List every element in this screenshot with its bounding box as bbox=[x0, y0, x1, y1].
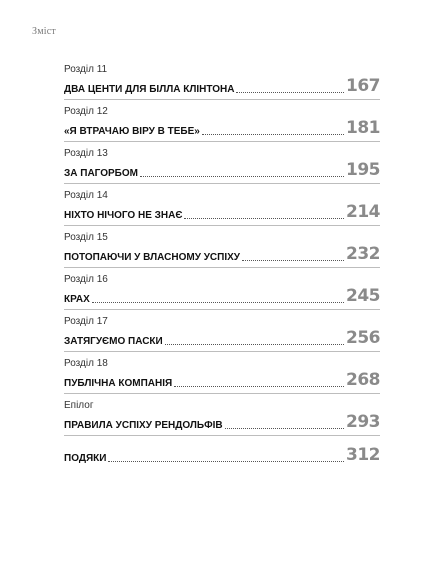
toc-entry-acknowledgements[interactable] bbox=[64, 435, 380, 470]
toc-entry-chapter-14[interactable] bbox=[64, 183, 380, 225]
toc-entry-chapter-12[interactable] bbox=[64, 99, 380, 141]
toc-line bbox=[64, 330, 380, 347]
page-number: 167 bbox=[346, 76, 380, 96]
chapter-title: ПОДЯКИ bbox=[64, 453, 107, 464]
dot-leader bbox=[184, 218, 344, 219]
toc-entry-chapter-11[interactable] bbox=[64, 58, 380, 99]
chapter-title: КРАХ bbox=[64, 294, 90, 305]
dot-leader bbox=[225, 428, 344, 429]
page-number: 232 bbox=[346, 244, 380, 264]
chapter-title: ЗА ПАГОРБОМ bbox=[64, 168, 138, 179]
toc-entry-chapter-16[interactable] bbox=[64, 267, 380, 309]
chapter-label: Розділ 16 bbox=[64, 274, 108, 285]
page-number: 214 bbox=[346, 202, 380, 222]
page-number: 293 bbox=[346, 412, 380, 432]
chapter-title: ДВА ЦЕНТИ ДЛЯ БІЛЛА КЛІНТОНА bbox=[64, 84, 235, 95]
toc-entry-chapter-13[interactable] bbox=[64, 141, 380, 183]
toc-entry-chapter-15[interactable] bbox=[64, 225, 380, 267]
chapter-label: Розділ 15 bbox=[64, 232, 108, 243]
chapter-label: Розділ 17 bbox=[64, 316, 108, 327]
dot-leader bbox=[202, 134, 344, 135]
chapter-label: Епілог bbox=[64, 400, 94, 411]
toc-line bbox=[64, 204, 380, 221]
toc-entry-epilogue[interactable] bbox=[64, 393, 380, 435]
page-number: 181 bbox=[346, 118, 380, 138]
toc-line bbox=[64, 288, 380, 305]
page-number: 268 bbox=[346, 370, 380, 390]
chapter-label: Розділ 14 bbox=[64, 190, 108, 201]
running-head: Зміст bbox=[32, 26, 56, 37]
dot-leader bbox=[165, 344, 344, 345]
toc-line bbox=[64, 246, 380, 263]
chapter-title: НІХТО НІЧОГО НЕ ЗНАЄ bbox=[64, 210, 183, 221]
dot-leader bbox=[242, 260, 344, 261]
page-number: 245 bbox=[346, 286, 380, 306]
dot-leader bbox=[92, 302, 344, 303]
table-of-contents bbox=[64, 58, 380, 470]
chapter-label: Розділ 13 bbox=[64, 148, 108, 159]
toc-entry-chapter-17[interactable] bbox=[64, 309, 380, 351]
chapter-label: Розділ 11 bbox=[64, 64, 108, 75]
chapter-title: ЗАТЯГУЄМО ПАСКИ bbox=[64, 336, 163, 347]
toc-line bbox=[64, 78, 380, 95]
chapter-title: ПОТОПАЮЧИ У ВЛАСНОМУ УСПІХУ bbox=[64, 252, 240, 263]
page-number: 195 bbox=[346, 160, 380, 180]
toc-entry-chapter-18[interactable] bbox=[64, 351, 380, 393]
dot-leader bbox=[236, 92, 344, 93]
toc-line bbox=[64, 447, 380, 464]
page-number: 256 bbox=[346, 328, 380, 348]
chapter-title: ПУБЛІЧНА КОМПАНІЯ bbox=[64, 378, 173, 389]
dot-leader bbox=[108, 461, 344, 462]
page-number: 312 bbox=[346, 445, 380, 465]
chapter-title: ПРАВИЛА УСПІХУ РЕНДОЛЬФІВ bbox=[64, 420, 223, 431]
toc-line bbox=[64, 120, 380, 137]
chapter-title: «Я ВТРАЧАЮ ВІРУ В ТЕБЕ» bbox=[64, 126, 200, 137]
dot-leader bbox=[174, 386, 344, 387]
dot-leader bbox=[140, 176, 344, 177]
chapter-label: Розділ 18 bbox=[64, 358, 108, 369]
toc-line bbox=[64, 372, 380, 389]
toc-line bbox=[64, 414, 380, 431]
toc-line bbox=[64, 162, 380, 179]
chapter-label: Розділ 12 bbox=[64, 106, 108, 117]
